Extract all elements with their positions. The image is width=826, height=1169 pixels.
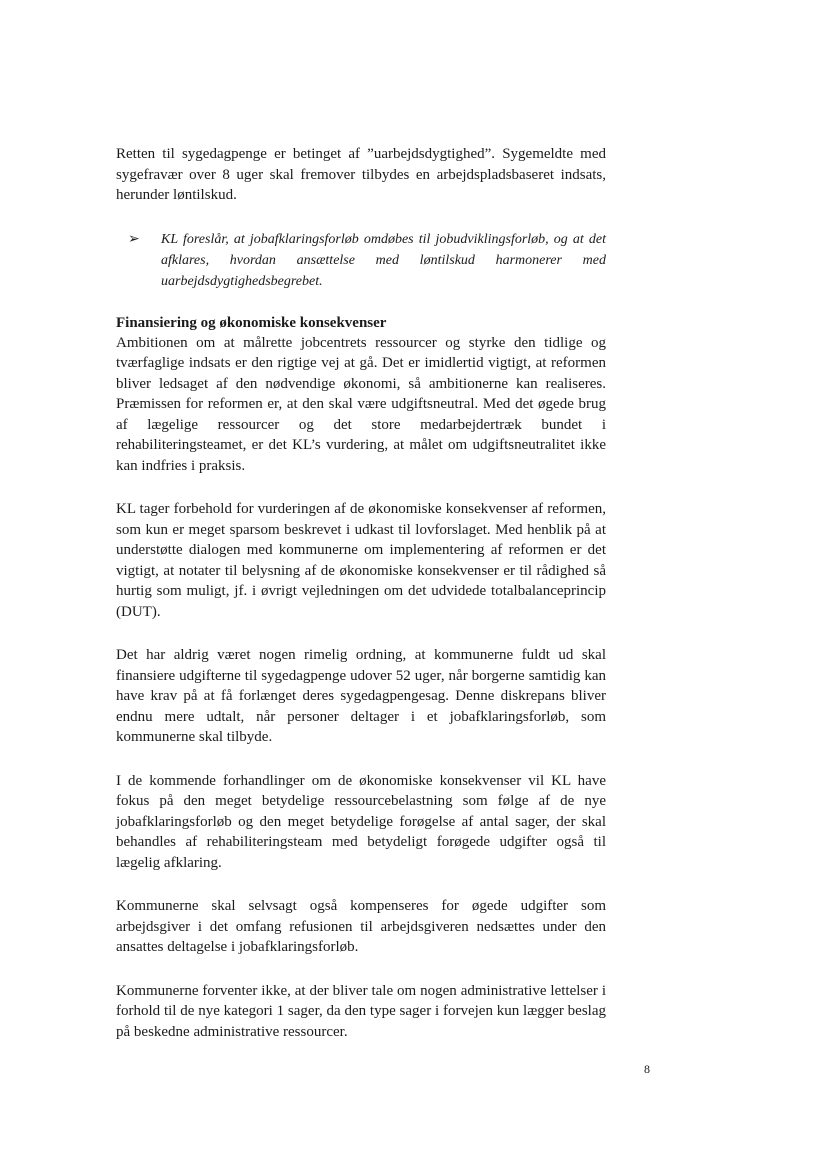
section-first-paragraph: Ambitionen om at målrette jobcentrets ressourcer og styrke den tidlige og tværfaglige indsats er den rigtige vej at gå. Det er imidlertid vigtigt, at reformen bliver ledsaget af den nødvendige økonomi, så ambitionerne kan realiseres. Præmissen for reformen er, at den skal være udgiftsneutral. Med det øgede brug af lægelige ressourcer og det store medarbejdertræk bundet i rehabiliteringsteamet, er det KL’s vurdering, at målet om udgiftsneutralitet ikke kan indfries i praksis. — [116, 334, 606, 474]
document-body — [116, 144, 606, 1065]
paragraph-forhandlinger: I de kommende forhandlinger om de økonomiske konsekvenser vil KL have fokus på den meget betydelige ressourcebelastning som følge af de nye jobafklaringsforløb og den meget betydelige forøgelse af antal sager, der skal behandles af rehabiliteringsteam med betydeligt forøgede udgifter også til lægelig afklaring. — [116, 772, 606, 871]
arrow-bullet-icon: ➢ — [128, 231, 140, 247]
paragraph-kompensation: Kommunerne skal selvsagt også kompenseres for øgede udgifter som arbejdsgiver i det omfang refusionen til arbejdsgiveren nedsættes under den ansattes deltagelse i jobafklaringsforløb. — [116, 898, 606, 955]
proposal-text: KL foreslår, at jobafklaringsforløb omdøbes til jobudviklingsforløb, og at det afklares, hvordan ansættelse med løntilskud harmonerer med uarbejdsdygtighedsbegrebet. — [161, 231, 606, 289]
proposal-bullet — [116, 229, 606, 292]
paragraph-lettelser: Kommunerne forventer ikke, at der bliver tale om nogen administrative lettelser i forhold til de nye kategori 1 sager, da den type sager i forvejen kun lægger beslag på beskedne administrative ressourcer. — [116, 982, 606, 1040]
section-heading: Finansiering og økonomiske konsekvenser — [116, 314, 387, 331]
section-finansiering — [116, 314, 606, 477]
paragraph-sygedagpenge: Retten til sygedagpenge er betinget af ”uarbejdsdygtighed”. Sygemeldte med sygefravær over 8 uger skal fremover tilbydes en arbejdspladsbaseret indsats, herunder løntilskud. — [116, 146, 606, 203]
paragraph-forbehold: KL tager forbehold for vurderingen af de økonomiske konsekvenser af reformen, som kun er meget sparsom beskrevet i udkast til lovforslaget. Med henblik på at understøtte dialogen med kommunerne om implementering af reformen er det vigtigt, at notater til belysning af de økonomiske konsekvenser er til rådighed så hurtig som muligt, jf. i øvrigt vejledningen om det udvidede totalbalanceprincip (DUT). — [116, 501, 606, 620]
paragraph-ordning: Det har aldrig været nogen rimelig ordning, at kommunerne fuldt ud skal finansiere udgifterne til sygedagpenge udover 52 uger, når borgerne samtidig kan have krav på at få forlænget deres sygedagpengesag. Denne diskrepans bliver endnu mere udtalt, når personer deltager i et jobafklaringsforløb, som kommunerne skal tilbyde. — [116, 647, 606, 745]
page-number: 8 — [644, 1062, 650, 1076]
